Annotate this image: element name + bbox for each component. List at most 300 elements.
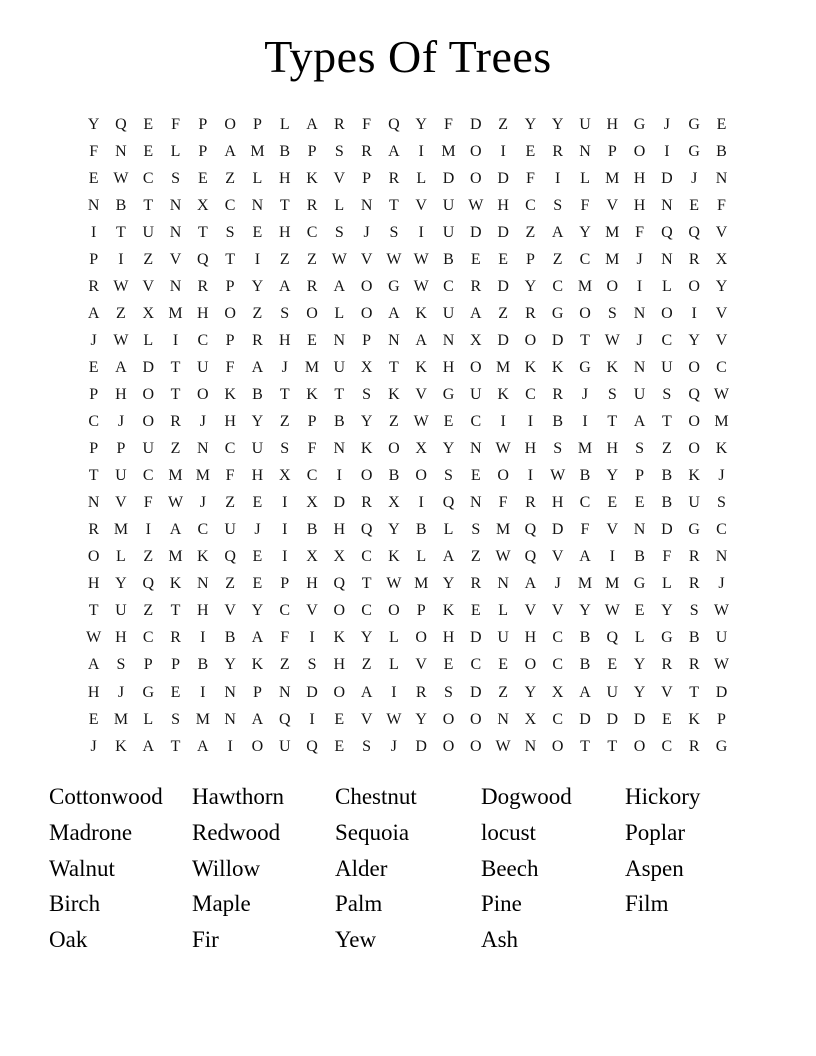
grid-letter-r18c3: Q	[142, 575, 155, 593]
grid-letter-r10c22: U	[661, 358, 673, 376]
grid-letter-r24c7: O	[251, 737, 264, 755]
grid-letter-r23c5: M	[195, 710, 210, 728]
grid-letter-r6c16: E	[498, 250, 508, 268]
word-item: Hickory	[625, 784, 701, 809]
grid-letter-r11c21: U	[633, 385, 646, 403]
word-item: Maple	[192, 891, 251, 917]
grid-letter-r4c14: U	[442, 196, 455, 214]
grid-letter-r12c9: P	[307, 413, 317, 431]
grid-letter-r19c16: L	[498, 602, 508, 620]
word-item: Beech	[481, 855, 539, 881]
grid-letter-r21c12: L	[389, 656, 399, 674]
grid-letter-r2c14: M	[441, 142, 456, 160]
grid-letter-r20c12: L	[389, 629, 399, 647]
word-item: Willow	[192, 855, 261, 881]
grid-letter-r1c5: P	[198, 115, 208, 133]
grid-letter-r21c16: E	[498, 656, 508, 674]
grid-letter-r20c19: B	[579, 629, 591, 647]
grid-letter-r10c10: U	[333, 358, 346, 376]
grid-letter-r12c22: T	[661, 413, 672, 431]
grid-letter-r22c6: N	[224, 683, 236, 701]
grid-letter-r24c18: O	[551, 737, 564, 755]
grid-letter-r16c1: R	[88, 521, 99, 539]
grid-letter-r6c4: V	[169, 250, 182, 268]
grid-letter-r5c10: S	[334, 223, 344, 241]
grid-letter-r10c13: K	[415, 358, 427, 376]
grid-letter-r1c22: J	[663, 115, 670, 133]
grid-letter-r1c14: F	[444, 115, 453, 133]
word-item: Alder	[335, 855, 388, 881]
grid-letter-r12c18: B	[552, 413, 564, 431]
grid-letter-r1c24: E	[716, 115, 727, 133]
grid-letter-r9c11: P	[362, 331, 372, 349]
grid-letter-r7c3: V	[142, 277, 155, 295]
grid-letter-r5c24: V	[715, 223, 728, 241]
grid-letter-r16c11: Q	[360, 521, 373, 539]
grid-letter-r23c16: N	[497, 710, 509, 728]
grid-letter-r22c8: N	[278, 683, 291, 701]
grid-letter-r4c18: S	[553, 196, 563, 214]
grid-letter-r10c16: M	[495, 358, 511, 376]
grid-letter-r20c11: Y	[360, 629, 373, 647]
grid-letter-r9c23: Y	[688, 331, 700, 349]
grid-letter-r9c18: D	[551, 331, 564, 349]
grid-letter-r14c2: U	[115, 467, 127, 485]
grid-letter-r6c7: I	[254, 250, 261, 268]
grid-letter-r18c20: M	[605, 575, 620, 593]
grid-letter-r9c20: W	[604, 331, 620, 349]
grid-letter-r2c9: P	[307, 142, 317, 160]
grid-letter-r23c10: E	[334, 710, 345, 728]
grid-letter-r3c16: D	[497, 169, 509, 187]
grid-letter-r15c16: F	[498, 494, 508, 512]
grid-letter-r21c3: P	[143, 656, 153, 674]
word-item: Aspen	[625, 855, 684, 881]
grid-letter-r5c12: S	[389, 223, 399, 241]
grid-letter-r18c1: H	[87, 575, 100, 593]
grid-letter-r14c4: M	[168, 467, 183, 485]
word-item: Dogwood	[481, 784, 572, 809]
grid-letter-r24c13: D	[415, 737, 427, 755]
word-item: Poplar	[625, 819, 686, 845]
grid-letter-r11c6: K	[224, 385, 236, 403]
grid-letter-r24c4: T	[170, 737, 181, 755]
grid-letter-r14c1: T	[88, 467, 99, 485]
grid-letter-r23c7: A	[251, 710, 264, 728]
grid-letter-r7c5: R	[197, 277, 209, 295]
grid-letter-r1c17: Y	[524, 115, 537, 133]
word-list-column-1	[49, 779, 192, 958]
word-list-column-3	[335, 779, 481, 958]
grid-letter-r4c21: H	[633, 196, 646, 214]
grid-letter-r22c20: U	[606, 683, 619, 701]
grid-letter-r18c23: R	[688, 575, 700, 593]
grid-letter-r13c22: Z	[661, 440, 672, 458]
grid-letter-r14c16: O	[497, 467, 509, 485]
grid-letter-r7c24: Y	[715, 277, 728, 295]
grid-letter-r13c5: N	[197, 440, 209, 458]
grid-letter-r7c12: G	[388, 277, 400, 295]
grid-letter-r18c21: G	[633, 575, 646, 593]
grid-letter-r14c9: C	[306, 467, 318, 485]
grid-letter-r7c14: C	[443, 277, 454, 295]
grid-letter-r5c23: Q	[688, 223, 700, 241]
grid-letter-r22c21: Y	[633, 683, 646, 701]
grid-letter-r6c24: X	[715, 250, 728, 268]
grid-letter-r18c4: K	[169, 575, 182, 593]
grid-letter-r13c13: X	[415, 440, 427, 458]
grid-letter-r20c10: K	[333, 629, 346, 647]
grid-letter-r10c17: K	[524, 358, 537, 376]
grid-letter-r16c12: Y	[388, 521, 400, 539]
grid-letter-r19c10: O	[333, 602, 346, 620]
grid-letter-r18c10: Q	[333, 575, 346, 593]
grid-letter-r9c4: I	[172, 331, 179, 349]
grid-letter-r20c8: F	[280, 629, 290, 647]
grid-letter-r24c21: O	[633, 737, 646, 755]
grid-letter-r13c8: S	[280, 440, 290, 458]
grid-letter-r18c7: E	[252, 575, 263, 593]
grid-letter-r6c9: Z	[307, 250, 317, 268]
grid-letter-r11c9: K	[306, 385, 318, 403]
grid-letter-r2c21: O	[633, 142, 646, 160]
grid-letter-r21c15: C	[470, 656, 482, 674]
grid-letter-r13c11: K	[360, 440, 373, 458]
grid-letter-r2c22: I	[664, 142, 670, 160]
grid-letter-r22c15: D	[470, 683, 482, 701]
grid-letter-r19c18: V	[551, 602, 564, 620]
grid-letter-r18c24: J	[718, 575, 725, 593]
grid-letter-r21c1: A	[87, 656, 100, 674]
grid-letter-r14c5: M	[195, 467, 210, 485]
grid-letter-r20c20: Q	[606, 629, 619, 647]
grid-letter-r15c5: J	[199, 494, 206, 512]
grid-letter-r19c5: H	[197, 602, 209, 620]
grid-letter-r1c20: H	[606, 115, 619, 133]
grid-letter-r10c23: O	[688, 358, 700, 376]
grid-letter-r15c12: X	[388, 494, 400, 512]
grid-letter-r12c8: Z	[279, 413, 290, 431]
grid-letter-r1c13: Y	[415, 115, 427, 133]
grid-letter-r15c18: H	[551, 494, 564, 512]
grid-letter-r3c4: S	[171, 169, 180, 187]
grid-letter-r21c5: B	[197, 656, 209, 674]
grid-letter-r5c16: D	[497, 223, 509, 241]
grid-letter-r9c16: D	[497, 331, 509, 349]
grid-letter-r9c21: J	[636, 331, 643, 349]
grid-letter-r19c2: U	[115, 602, 127, 620]
grid-letter-r14c24: J	[718, 467, 725, 485]
grid-letter-r18c11: T	[361, 575, 372, 593]
grid-letter-r12c14: E	[443, 413, 454, 431]
word-item: Madrone	[49, 819, 133, 845]
grid-letter-r15c4: W	[167, 494, 184, 512]
grid-letter-r23c18: C	[552, 710, 564, 728]
grid-letter-r20c1: W	[86, 629, 102, 647]
grid-letter-r7c6: P	[225, 277, 235, 295]
grid-letter-r4c23: E	[689, 196, 700, 214]
grid-letter-r21c21: Y	[633, 656, 646, 674]
grid-letter-r13c14: Y	[442, 440, 455, 458]
grid-letter-r23c3: L	[143, 710, 154, 728]
grid-letter-r11c2: H	[115, 385, 127, 403]
grid-letter-r2c7: M	[250, 142, 265, 160]
grid-letter-r6c18: Z	[552, 250, 563, 268]
grid-letter-r10c5: U	[197, 358, 209, 376]
grid-letter-r11c16: K	[497, 385, 509, 403]
grid-letter-r4c7: N	[251, 196, 264, 214]
grid-letter-r12c12: Z	[389, 413, 399, 431]
grid-letter-r1c16: Z	[498, 115, 508, 133]
grid-letter-r12c7: Y	[251, 413, 264, 431]
grid-letter-r17c9: X	[306, 548, 318, 566]
grid-letter-r19c9: V	[306, 602, 318, 620]
grid-letter-r21c23: R	[688, 656, 700, 674]
grid-letter-r8c22: O	[661, 304, 673, 322]
grid-letter-r21c19: B	[579, 656, 591, 674]
grid-letter-r18c16: N	[497, 575, 509, 593]
grid-letter-r6c19: C	[579, 250, 591, 268]
word-list	[49, 779, 700, 958]
grid-letter-r8c8: S	[280, 304, 290, 322]
grid-letter-r7c21: I	[636, 277, 643, 295]
grid-letter-r13c20: H	[606, 440, 619, 458]
grid-letter-r10c18: K	[551, 358, 564, 376]
grid-letter-r15c13: I	[418, 494, 424, 512]
grid-letter-r11c24: W	[713, 385, 730, 403]
grid-letter-r8c10: L	[334, 304, 345, 322]
grid-letter-r2c17: E	[525, 142, 536, 160]
grid-letter-r3c6: Z	[225, 169, 236, 187]
grid-letter-r12c1: C	[88, 413, 99, 431]
grid-letter-r3c11: P	[362, 169, 372, 187]
grid-letter-r17c1: O	[87, 548, 100, 566]
grid-letter-r22c18: X	[551, 683, 564, 701]
grid-letter-r3c13: L	[416, 169, 427, 187]
grid-letter-r20c9: I	[309, 629, 315, 647]
grid-letter-r19c8: C	[279, 602, 291, 620]
grid-letter-r10c6: F	[225, 358, 235, 376]
grid-letter-r17c6: Q	[224, 548, 236, 566]
grid-letter-r6c8: Z	[279, 250, 290, 268]
grid-letter-r19c24: W	[713, 602, 730, 620]
grid-letter-r16c10: H	[333, 521, 346, 539]
grid-letter-r16c19: F	[580, 521, 590, 539]
grid-letter-r20c23: B	[688, 629, 700, 647]
grid-letter-r11c18: R	[552, 385, 564, 403]
grid-letter-r3c12: R	[388, 169, 400, 187]
grid-letter-r3c2: W	[113, 169, 129, 187]
grid-letter-r13c23: O	[688, 440, 700, 458]
grid-letter-r23c9: I	[309, 710, 315, 728]
grid-letter-r1c8: L	[279, 115, 290, 133]
grid-letter-r24c14: O	[442, 737, 455, 755]
grid-letter-r23c20: D	[606, 710, 619, 728]
grid-letter-r16c9: B	[306, 521, 318, 539]
grid-letter-r21c14: E	[443, 656, 454, 674]
grid-letter-r23c8: Q	[278, 710, 291, 728]
word-item: Walnut	[49, 855, 115, 881]
grid-letter-r1c2: Q	[115, 115, 127, 133]
grid-letter-r12c10: B	[333, 413, 345, 431]
grid-letter-r14c22: B	[661, 467, 673, 485]
grid-letter-r3c8: H	[278, 169, 291, 187]
grid-letter-r2c10: S	[334, 142, 344, 160]
grid-letter-r9c9: E	[307, 331, 317, 349]
grid-letter-r1c15: D	[470, 115, 482, 133]
grid-letter-r16c14: L	[443, 521, 454, 539]
grid-letter-r20c7: A	[251, 629, 264, 647]
grid-letter-r13c4: Z	[170, 440, 181, 458]
grid-letter-r2c23: G	[688, 142, 700, 160]
grid-letter-r24c9: Q	[306, 737, 318, 755]
grid-letter-r22c16: Z	[498, 683, 508, 701]
word-item: Cottonwood	[49, 784, 163, 809]
grid-letter-r7c17: Y	[524, 277, 537, 295]
grid-letter-r24c20: T	[607, 737, 618, 755]
grid-letter-r12c4: R	[170, 413, 181, 431]
word-list-column-4	[481, 779, 625, 958]
grid-letter-r6c12: W	[386, 250, 402, 268]
grid-letter-r12c3: O	[142, 413, 155, 431]
grid-letter-r2c11: R	[361, 142, 372, 160]
grid-letter-r3c1: E	[88, 169, 99, 187]
grid-letter-r5c4: N	[169, 223, 182, 241]
grid-letter-r12c2: J	[117, 413, 125, 431]
grid-letter-r1c11: F	[362, 115, 372, 133]
grid-letter-r15c3: F	[143, 494, 153, 512]
grid-letter-r4c24: F	[717, 196, 726, 214]
grid-letter-r18c22: L	[661, 575, 672, 593]
grid-letter-r23c2: M	[113, 710, 129, 728]
grid-letter-r6c6: T	[225, 250, 236, 268]
word-item: Sequoia	[335, 819, 410, 845]
grid-letter-r14c15: E	[470, 467, 481, 485]
grid-letter-r9c19: T	[580, 331, 590, 349]
grid-letter-r21c20: E	[607, 656, 618, 674]
grid-letter-r2c5: P	[198, 142, 208, 160]
grid-letter-r4c8: T	[279, 196, 290, 214]
grid-letter-r14c18: W	[550, 467, 566, 485]
grid-letter-r15c6: Z	[225, 494, 236, 512]
word-item: Yew	[335, 927, 377, 953]
grid-letter-r10c8: J	[281, 358, 288, 376]
grid-letter-r6c10: W	[331, 250, 347, 268]
grid-letter-r15c10: D	[333, 494, 346, 512]
grid-letter-r7c7: Y	[251, 277, 264, 295]
grid-letter-r19c21: E	[634, 602, 645, 620]
grid-letter-r3c20: M	[605, 169, 620, 187]
grid-letter-r24c15: O	[470, 737, 482, 755]
grid-letter-r10c7: A	[251, 358, 264, 376]
grid-letter-r16c8: I	[282, 521, 288, 539]
grid-letter-r10c15: O	[470, 358, 482, 376]
grid-letter-r12c13: W	[413, 413, 429, 431]
grid-letter-r19c15: E	[470, 602, 481, 620]
grid-letter-r7c16: D	[497, 277, 509, 295]
grid-letter-r18c8: P	[280, 575, 290, 593]
grid-letter-r6c23: R	[688, 250, 700, 268]
grid-letter-r24c3: A	[142, 737, 155, 755]
grid-letter-r13c10: N	[333, 440, 346, 458]
grid-letter-r5c6: S	[225, 223, 235, 241]
grid-letter-r8c2: Z	[116, 304, 126, 322]
grid-letter-r20c21: L	[634, 629, 645, 647]
grid-letter-r12c24: M	[714, 413, 729, 431]
grid-letter-r7c22: L	[661, 277, 672, 295]
grid-letter-r17c11: C	[361, 548, 372, 566]
grid-letter-r14c7: H	[251, 467, 264, 485]
grid-letter-r4c16: H	[497, 196, 509, 214]
grid-letter-r7c10: A	[333, 277, 346, 295]
grid-letter-r12c20: T	[607, 413, 618, 431]
grid-letter-r14c10: I	[336, 467, 342, 485]
grid-letter-r18c15: R	[470, 575, 482, 593]
grid-letter-r21c18: C	[552, 656, 564, 674]
grid-letter-r23c24: P	[717, 710, 726, 728]
grid-letter-r1c23: G	[688, 115, 700, 133]
grid-letter-r8c14: U	[442, 304, 455, 322]
grid-letter-r11c22: S	[662, 385, 672, 403]
grid-letter-r15c19: C	[579, 494, 591, 512]
grid-letter-r14c3: C	[142, 467, 154, 485]
grid-letter-r2c19: N	[579, 142, 591, 160]
grid-letter-r18c14: Y	[442, 575, 455, 593]
grid-letter-r2c12: A	[388, 142, 400, 160]
grid-letter-r20c16: U	[497, 629, 509, 647]
grid-letter-r13c7: U	[251, 440, 264, 458]
grid-letter-r12c11: Y	[360, 413, 373, 431]
grid-letter-r8c12: A	[388, 304, 400, 322]
grid-letter-r9c1: J	[90, 331, 97, 349]
grid-letter-r11c5: O	[197, 385, 209, 403]
grid-letter-r7c15: R	[470, 277, 482, 295]
grid-letter-r22c2: J	[117, 683, 125, 701]
grid-letter-r11c15: U	[470, 385, 482, 403]
grid-letter-r5c18: A	[551, 223, 564, 241]
grid-letter-r24c23: R	[688, 737, 700, 755]
grid-letter-r16c3: I	[145, 521, 151, 539]
grid-letter-r10c19: G	[579, 358, 591, 376]
grid-letter-r11c7: B	[252, 385, 263, 403]
grid-letter-r19c12: O	[388, 602, 400, 620]
grid-letter-r1c7: P	[252, 115, 262, 133]
grid-letter-r22c24: D	[715, 683, 728, 701]
grid-letter-r21c11: Z	[361, 656, 372, 674]
grid-letter-r14c23: K	[688, 467, 700, 485]
grid-letter-r10c3: D	[142, 358, 155, 376]
grid-letter-r11c23: Q	[688, 385, 700, 403]
grid-letter-r22c11: A	[360, 683, 373, 701]
grid-letter-r1c19: U	[579, 115, 591, 133]
grid-letter-r22c19: A	[579, 683, 591, 701]
grid-letter-r6c14: B	[443, 250, 454, 268]
grid-letter-r8c13: K	[415, 304, 427, 322]
grid-letter-r8c18: G	[551, 304, 564, 322]
grid-letter-r17c5: K	[197, 548, 209, 566]
grid-letter-r16c4: A	[169, 521, 182, 539]
grid-letter-r15c11: R	[361, 494, 372, 512]
grid-letter-r19c7: Y	[251, 602, 264, 620]
grid-letter-r17c13: L	[416, 548, 427, 566]
grid-letter-r19c1: T	[88, 602, 99, 620]
grid-letter-r8c19: O	[579, 304, 591, 322]
word-item: locust	[481, 819, 536, 845]
grid-letter-r17c15: Z	[470, 548, 481, 566]
grid-letter-r2c15: O	[470, 142, 482, 160]
grid-letter-r2c2: N	[115, 142, 127, 160]
grid-letter-r1c18: Y	[551, 115, 564, 133]
